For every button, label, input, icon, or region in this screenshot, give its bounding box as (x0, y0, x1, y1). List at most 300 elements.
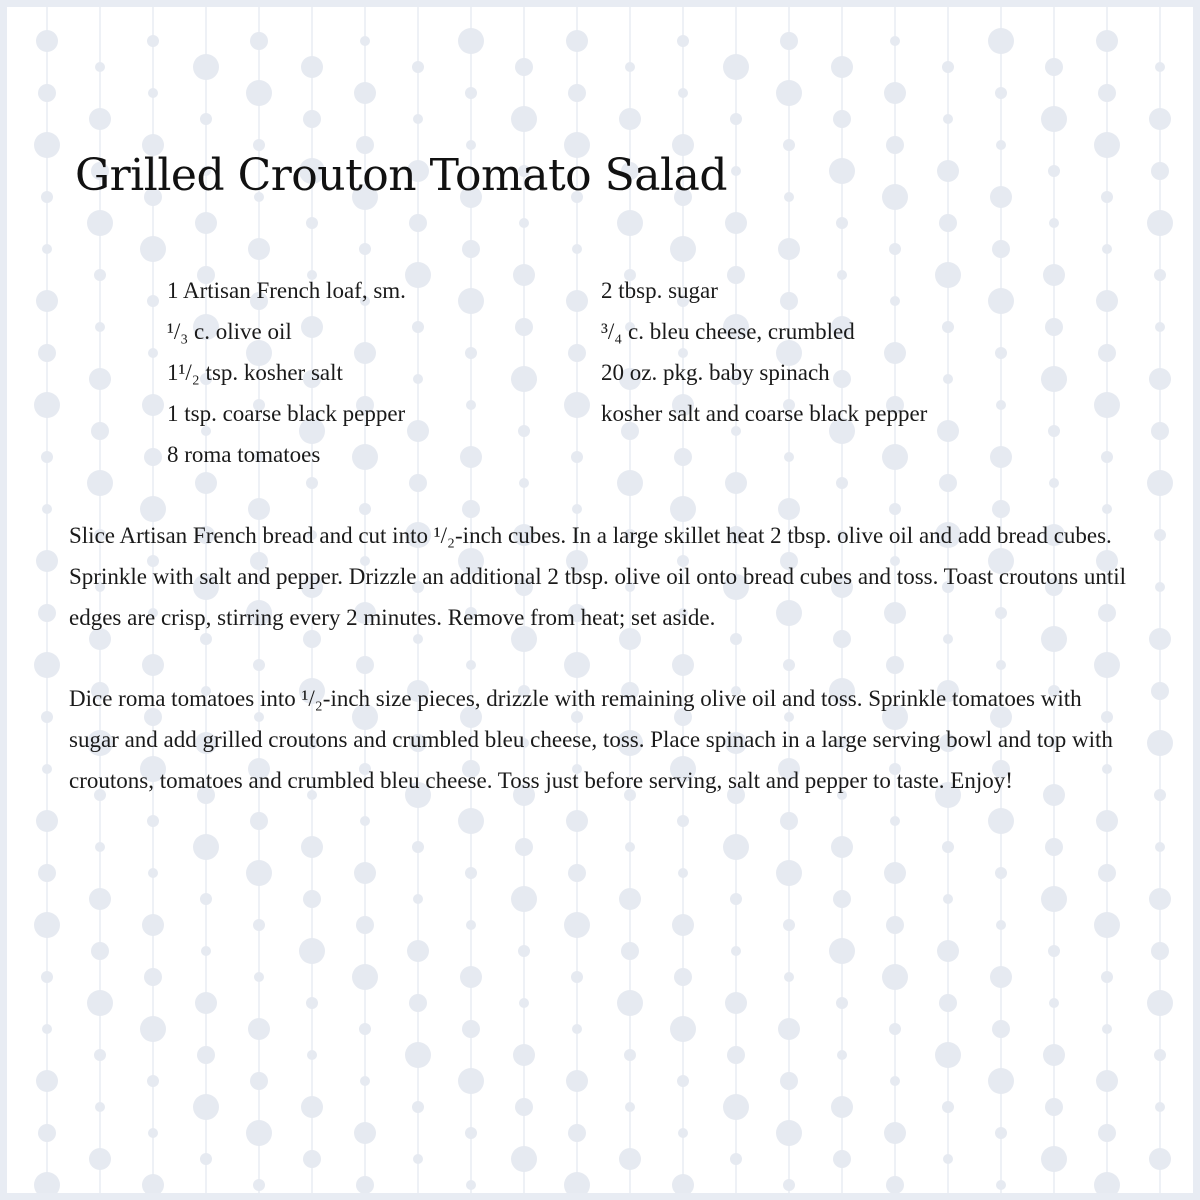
pattern-dot (674, 448, 692, 466)
pattern-dot (568, 84, 586, 102)
pattern-dot (458, 288, 484, 314)
pattern-dot (91, 942, 109, 960)
pattern-dot (674, 968, 692, 986)
pattern-dot (836, 217, 848, 229)
pattern-dot (511, 106, 537, 132)
pattern-dot (995, 347, 1007, 359)
pattern-dot (511, 886, 537, 912)
pattern-dot (1041, 1146, 1067, 1172)
pattern-dot (886, 916, 904, 934)
pattern-dot (621, 942, 639, 960)
pattern-dot (1094, 392, 1120, 418)
pattern-dot (1045, 318, 1063, 336)
pattern-dot (465, 867, 477, 879)
pattern-dot (780, 812, 798, 830)
pattern-dot (465, 347, 477, 359)
pattern-dot (250, 812, 268, 830)
pattern-dot (38, 1124, 56, 1142)
pattern-dot (147, 35, 159, 47)
pattern-dot (889, 503, 901, 515)
pattern-dot (882, 184, 908, 210)
pattern-dot (41, 711, 53, 723)
pattern-dot (34, 1172, 60, 1198)
pattern-dot (990, 966, 1012, 988)
pattern-dot (466, 140, 476, 150)
recipe-title: Grilled Crouton Tomato Salad (75, 150, 727, 201)
pattern-dot (1154, 1049, 1166, 1061)
pattern-dot (412, 61, 424, 73)
pattern-dot (34, 392, 60, 418)
pattern-dot (307, 1050, 317, 1060)
pattern-dot (776, 80, 802, 106)
pattern-dot (38, 864, 56, 882)
pattern-dot (413, 374, 423, 384)
pattern-dot (568, 344, 586, 362)
pattern-dot (566, 30, 588, 52)
pattern-dot (89, 108, 111, 130)
pattern-dot (784, 452, 794, 462)
pattern-dot (1151, 162, 1169, 180)
pattern-dot (87, 210, 113, 236)
pattern-dot (1094, 1172, 1120, 1198)
pattern-dot (890, 1076, 900, 1086)
pattern-dot (359, 1023, 371, 1035)
pattern-dot (1043, 1044, 1065, 1066)
pattern-dot (939, 994, 957, 1012)
pattern-dot (943, 374, 953, 384)
pattern-dot (253, 659, 265, 671)
pattern-dot (678, 868, 688, 878)
pattern-dot (148, 1128, 158, 1138)
pattern-dot (937, 160, 959, 182)
pattern-dot (1149, 888, 1171, 910)
pattern-dot (937, 420, 959, 442)
pattern-dot (405, 262, 431, 288)
pattern-dot (723, 1094, 749, 1120)
pattern-dot (1149, 108, 1171, 130)
pattern-dot (783, 919, 795, 931)
pattern-dot (890, 36, 900, 46)
pattern-dot (250, 1072, 268, 1090)
pattern-dot (1154, 269, 1166, 281)
pattern-dot (306, 217, 318, 229)
pattern-dot (996, 1180, 1006, 1190)
pattern-dot (1041, 366, 1067, 392)
pattern-dot (193, 54, 219, 80)
pattern-dot (201, 946, 211, 956)
pattern-dot (41, 451, 53, 463)
pattern-dot (625, 1102, 635, 1112)
pattern-dot (886, 136, 904, 154)
pattern-dot (89, 1148, 111, 1170)
pattern-dot (890, 816, 900, 826)
pattern-dot (1098, 84, 1116, 102)
pattern-dot (884, 82, 906, 104)
pattern-dot (943, 894, 953, 904)
pattern-dot (95, 62, 105, 72)
pattern-dot (942, 841, 954, 853)
pattern-dot (884, 1122, 906, 1144)
pattern-dot (725, 992, 747, 1014)
pattern-dot (94, 269, 106, 281)
pattern-dot (248, 238, 270, 260)
pattern-dot (566, 1070, 588, 1092)
pattern-dot (837, 1050, 847, 1060)
pattern-dot (253, 919, 265, 931)
pattern-dot (36, 550, 58, 572)
pattern-dot (95, 842, 105, 852)
pattern-dot (41, 191, 53, 203)
pattern-dot (193, 834, 219, 860)
pattern-dot (352, 964, 378, 990)
ingredient-item: ³/₄ c. bleu cheese, crumbled (601, 319, 855, 344)
pattern-dot (354, 82, 376, 104)
pattern-dot (144, 448, 162, 466)
pattern-dot (360, 816, 370, 826)
pattern-dot (730, 1153, 742, 1165)
pattern-dot (412, 1101, 424, 1113)
pattern-dot (882, 444, 908, 470)
pattern-dot (778, 1018, 800, 1040)
pattern-dot (935, 1042, 961, 1068)
pattern-dot (466, 920, 476, 930)
pattern-dot (140, 1016, 166, 1042)
pattern-dot (833, 1150, 851, 1168)
pattern-dot (617, 470, 643, 496)
pattern-dot (996, 140, 1006, 150)
pattern-dot (677, 815, 689, 827)
pattern-dot (672, 914, 694, 936)
pattern-dot (513, 1044, 535, 1066)
pattern-dot (511, 366, 537, 392)
pattern-dot (354, 862, 376, 884)
pattern-dot (780, 32, 798, 50)
pattern-dot (515, 58, 533, 76)
pattern-dot (935, 262, 961, 288)
pattern-dot (1098, 864, 1116, 882)
pattern-dot (466, 400, 476, 410)
pattern-dot (1155, 582, 1165, 592)
pattern-dot (519, 218, 529, 228)
pattern-dot (250, 32, 268, 50)
pattern-dot (564, 392, 590, 418)
pattern-dot (299, 938, 325, 964)
pattern-dot (833, 890, 851, 908)
pattern-dot (1151, 682, 1169, 700)
pattern-dot (462, 1020, 480, 1038)
pattern-dot (1149, 628, 1171, 650)
pattern-dot (41, 971, 53, 983)
pattern-dot (992, 1020, 1010, 1038)
pattern-dot (882, 964, 908, 990)
pattern-dot (624, 1049, 636, 1061)
pattern-dot (568, 1124, 586, 1142)
pattern-dot (248, 1018, 270, 1040)
pattern-dot (142, 654, 164, 676)
pattern-dot (511, 1146, 537, 1172)
pattern-dot (301, 836, 323, 858)
pattern-dot (829, 158, 855, 184)
pattern-dot (359, 243, 371, 255)
pattern-dot (942, 1101, 954, 1113)
pattern-dot (992, 240, 1010, 258)
pattern-dot (246, 860, 272, 886)
pattern-dot (723, 834, 749, 860)
pattern-dot (1049, 218, 1059, 228)
pattern-dot (1041, 886, 1067, 912)
pattern-dot (571, 971, 583, 983)
pattern-dot (725, 212, 747, 234)
pattern-dot (91, 422, 109, 440)
pattern-dot (831, 56, 853, 78)
pattern-dot (1094, 132, 1120, 158)
instruction-paragraph-2: Dice roma tomatoes into ¹/₂-inch size pieces, drizzle with remaining olive oil and toss. Sprinkle tomatoes with sugar and add grilled croutons and crumbled bleu cheese, toss. Place spinach in a large serving bowl and top with croutons, tomatoes and crumbled bleu cheese. Toss just before serving, salt and pepper to taste. Enjoy! (69, 686, 1113, 793)
pattern-dot (988, 288, 1014, 314)
pattern-dot (889, 1023, 901, 1035)
pattern-dot (723, 54, 749, 80)
pattern-dot (1151, 942, 1169, 960)
pattern-dot (1102, 504, 1112, 514)
pattern-dot (996, 920, 1006, 930)
pattern-dot (564, 912, 590, 938)
ingredient-list-right (601, 270, 927, 434)
pattern-dot (572, 244, 582, 254)
pattern-dot (836, 997, 848, 1009)
pattern-dot (303, 890, 321, 908)
pattern-dot (1101, 451, 1113, 463)
pattern-dot (1154, 529, 1166, 541)
pattern-dot (1048, 165, 1060, 177)
ingredient-item: 20 oz. pkg. baby spinach (601, 360, 830, 385)
pattern-dot (619, 108, 641, 130)
pattern-dot (34, 912, 60, 938)
ingredient-item: kosher salt and coarse black pepper (601, 401, 928, 426)
pattern-dot (1043, 264, 1065, 286)
ingredient-item: ¹/₃ c. olive oil (167, 319, 292, 344)
pattern-dot (625, 842, 635, 852)
pattern-dot (831, 836, 853, 858)
pattern-dot (142, 914, 164, 936)
pattern-dot (943, 1154, 953, 1164)
pattern-dot (884, 862, 906, 884)
pattern-dot (515, 318, 533, 336)
pattern-dot (1049, 998, 1059, 1008)
pattern-dot (306, 997, 318, 1009)
pattern-dot (678, 88, 688, 98)
pattern-dot (886, 656, 904, 674)
pattern-dot (87, 990, 113, 1016)
pattern-dot (1154, 789, 1166, 801)
pattern-dot (1102, 1024, 1112, 1034)
pattern-dot (519, 478, 529, 488)
pattern-dot (995, 1127, 1007, 1139)
pattern-dot (36, 290, 58, 312)
pattern-dot (359, 503, 371, 515)
pattern-dot (142, 1174, 164, 1196)
instruction-paragraph-1: Slice Artisan French bread and cut into ¹/₂-inch cubes. In a large skillet heat 2 tbsp. olive oil and add bread cubes. Sprinkle with salt and pepper. Drizzle an additional 2 tbsp. olive oil onto bread cubes and toss. Toast croutons until edges are crisp, stirring every 2 minutes. Remove from heat; set aside. (69, 523, 1127, 630)
pattern-dot (1045, 58, 1063, 76)
pattern-dot (725, 472, 747, 494)
pattern-dot (1098, 1124, 1116, 1142)
pattern-dot (200, 1153, 212, 1165)
pattern-dot (784, 192, 794, 202)
pattern-dot (566, 810, 588, 832)
pattern-dot (147, 815, 159, 827)
pattern-dot (458, 28, 484, 54)
pattern-dot (836, 477, 848, 489)
pattern-dot (988, 28, 1014, 54)
pattern-dot (1149, 1148, 1171, 1170)
pattern-dot (937, 940, 959, 962)
pattern-dot (466, 660, 476, 670)
pattern-dot (1102, 244, 1112, 254)
pattern-dot (356, 1176, 374, 1194)
pattern-dot (36, 30, 58, 52)
pattern-dot (405, 1042, 431, 1068)
ingredient-item: 1 Artisan French loaf, sm. (167, 278, 406, 303)
pattern-dot (412, 841, 424, 853)
pattern-dot (568, 864, 586, 882)
pattern-dot (518, 945, 530, 957)
pattern-dot (1094, 912, 1120, 938)
pattern-dot (990, 186, 1012, 208)
pattern-dot (677, 1075, 689, 1087)
ingredient-item: 8 roma tomatoes (167, 442, 321, 467)
pattern-dot (1155, 62, 1165, 72)
pattern-dot (195, 212, 217, 234)
pattern-dot (200, 113, 212, 125)
pattern-dot (678, 1128, 688, 1138)
pattern-dot (776, 860, 802, 886)
pattern-dot (246, 1120, 272, 1146)
pattern-dot (730, 893, 742, 905)
pattern-dot (566, 290, 588, 312)
pattern-dot (409, 994, 427, 1012)
pattern-dot (306, 477, 318, 489)
pattern-dot (301, 1096, 323, 1118)
pattern-dot (409, 214, 427, 232)
pattern-dot (889, 243, 901, 255)
pattern-dot (990, 446, 1012, 468)
pattern-dot (778, 238, 800, 260)
pattern-dot (829, 938, 855, 964)
pattern-dot (460, 446, 482, 468)
pattern-dot (1155, 842, 1165, 852)
pattern-dot (564, 652, 590, 678)
pattern-dot (95, 322, 105, 332)
pattern-dot (677, 35, 689, 47)
pattern-dot (87, 470, 113, 496)
pattern-dot (515, 838, 533, 856)
ingredient-item: 1¹/₂ tsp. kosher salt (167, 360, 343, 385)
pattern-dot (942, 61, 954, 73)
pattern-dot (303, 1150, 321, 1168)
pattern-dot (1094, 652, 1120, 678)
pattern-dot (254, 972, 264, 982)
pattern-dot (1147, 210, 1173, 236)
pattern-dot (572, 504, 582, 514)
pattern-dot (1101, 971, 1113, 983)
pattern-dot (412, 321, 424, 333)
pattern-dot (253, 1179, 265, 1191)
pattern-dot (1147, 470, 1173, 496)
pattern-dot (148, 868, 158, 878)
pattern-dot (617, 990, 643, 1016)
pattern-dot (1045, 1098, 1063, 1116)
pattern-dot (36, 1070, 58, 1092)
pattern-dot (95, 1102, 105, 1112)
pattern-dot (413, 1154, 423, 1164)
pattern-dot (730, 113, 742, 125)
pattern-dot (1096, 290, 1118, 312)
pattern-dot (465, 1127, 477, 1139)
pattern-dot (831, 1096, 853, 1118)
pattern-dot (462, 240, 480, 258)
pattern-dot (38, 84, 56, 102)
pattern-dot (407, 940, 429, 962)
pattern-dot (1048, 425, 1060, 437)
pattern-dot (672, 1174, 694, 1196)
pattern-dot (301, 56, 323, 78)
pattern-dot (519, 998, 529, 1008)
pattern-dot (458, 1068, 484, 1094)
pattern-dot (140, 236, 166, 262)
pattern-dot (1155, 322, 1165, 332)
pattern-dot (776, 1120, 802, 1146)
pattern-dot (670, 1016, 696, 1042)
pattern-dot (939, 214, 957, 232)
pattern-dot (34, 132, 60, 158)
pattern-dot (413, 894, 423, 904)
pattern-dot (1147, 730, 1173, 756)
pattern-dot (988, 808, 1014, 834)
pattern-dot (360, 1076, 370, 1086)
ingredient-item: 1 tsp. coarse black pepper (167, 401, 406, 426)
pattern-dot (617, 210, 643, 236)
pattern-dot (886, 1176, 904, 1194)
pattern-dot (783, 1179, 795, 1191)
pattern-dot (94, 1049, 106, 1061)
pattern-dot (619, 888, 641, 910)
pattern-dot (38, 604, 56, 622)
pattern-dot (42, 1024, 52, 1034)
pattern-dot (303, 110, 321, 128)
pattern-dot (672, 654, 694, 676)
ingredient-item: 2 tbsp. sugar (601, 278, 718, 303)
pattern-dot (1041, 106, 1067, 132)
pattern-dot (360, 36, 370, 46)
pattern-dot (1049, 478, 1059, 488)
pattern-dot (356, 656, 374, 674)
pattern-dot (42, 244, 52, 254)
pattern-dot (460, 966, 482, 988)
pattern-dot (625, 62, 635, 72)
pattern-dot (148, 348, 158, 358)
pattern-dot (515, 1098, 533, 1116)
pattern-dot (147, 1075, 159, 1087)
pattern-dot (942, 321, 954, 333)
pattern-dot (413, 114, 423, 124)
pattern-dot (1045, 838, 1063, 856)
pattern-dot (195, 472, 217, 494)
pattern-dot (246, 80, 272, 106)
pattern-dot (409, 474, 427, 492)
pattern-dot (89, 368, 111, 390)
pattern-dot (996, 660, 1006, 670)
pattern-dot (518, 425, 530, 437)
pattern-dot (42, 764, 52, 774)
pattern-dot (36, 810, 58, 832)
